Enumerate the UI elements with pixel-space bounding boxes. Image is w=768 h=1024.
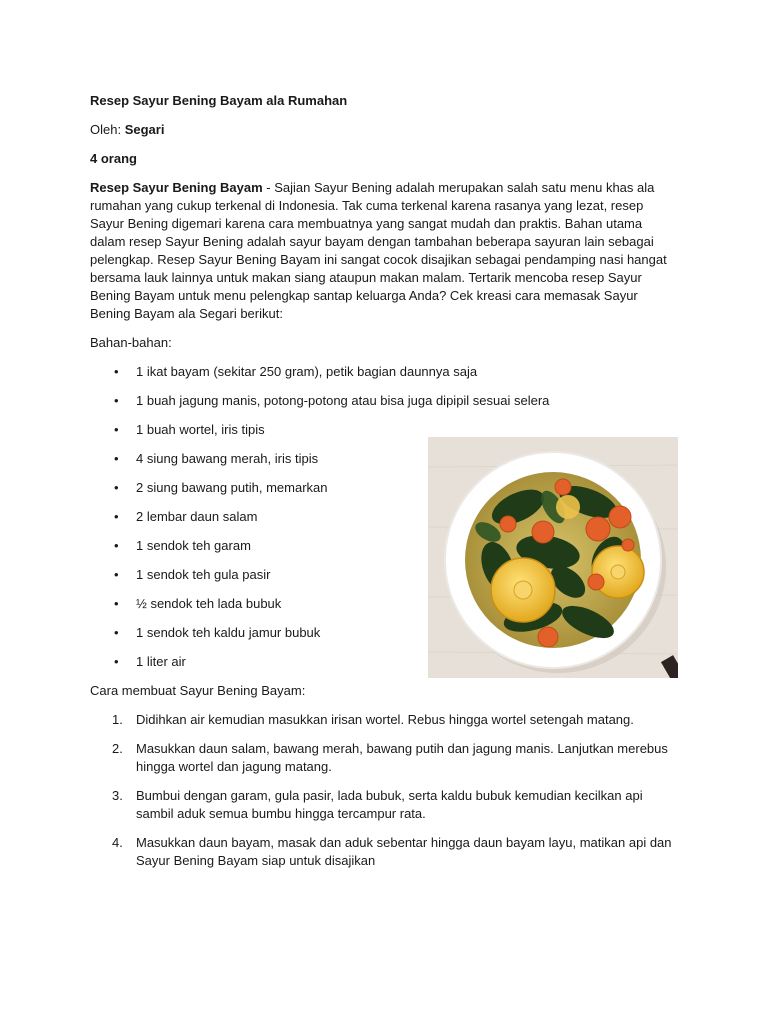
list-item	[90, 787, 680, 823]
bullet-icon: •	[114, 509, 119, 524]
bullet-icon: •	[114, 451, 119, 466]
steps-list	[90, 711, 680, 870]
soup-photo	[428, 437, 678, 678]
bullet-icon: •	[114, 596, 119, 611]
ingredient-text: 1 buah wortel, iris tipis	[136, 422, 265, 437]
intro-text: - Sajian Sayur Bening adalah merupakan salah satu menu khas ala rumahan yang cukup terkenal di Indonesia. Tak cuma terkenal karena rasanya yang lezat, resep Sayur Bening digemari karena cara membuatnya yang sangat mudah dan praktis. Bahan utama dalam resep Sayur Bening adalah sayur bayam dengan tambahan beberapa sayuran lain sebagai pelengkap. Resep Sayur Bening Bayam ini sangat cocok disajikan sebagai pendamping nasi hangat bersama lauk lainnya untuk makan siang ataupun makan malam. Tertarik mencoba resep Sayur Bening Bayam untuk menu pelengkap santap keluarga Anda? Cek kreasi cara memasak Sayur Bening Bayam ala Segari berikut:	[90, 180, 667, 321]
step-number: 3.	[112, 788, 123, 803]
ingredient-text: 1 liter air	[136, 654, 186, 669]
ingredients-heading: Bahan-bahan:	[90, 335, 172, 350]
ingredient-text: 1 sendok teh gula pasir	[136, 567, 271, 582]
ingredient-text: 4 siung bawang merah, iris tipis	[136, 451, 319, 466]
step-number: 4.	[112, 835, 123, 850]
steps-heading: Cara membuat Sayur Bening Bayam:	[90, 683, 306, 698]
author-line	[90, 121, 680, 139]
step-number: 1.	[112, 712, 123, 727]
bullet-icon: •	[114, 364, 119, 379]
step-text: Masukkan daun salam, bawang merah, bawang putih dan jagung manis. Lanjutkan merebus hingga wortel dan jagung matang.	[136, 741, 668, 774]
author-label: Oleh:	[90, 122, 125, 137]
step-text: Bumbui dengan garam, gula pasir, lada bubuk, serta kaldu bubuk kemudian kecilkan api sambil aduk semua bumbu hingga tercampur rata.	[136, 788, 643, 821]
recipe-title: Resep Sayur Bening Bayam ala Rumahan	[90, 93, 348, 108]
list-item	[90, 392, 680, 410]
ingredient-text: 2 siung bawang putih, memarkan	[136, 480, 328, 495]
list-item	[90, 740, 680, 776]
list-item	[90, 711, 680, 729]
ingredient-text: 1 buah jagung manis, potong-potong atau bisa juga dipipil sesuai selera	[136, 393, 550, 408]
ingredient-text: 1 sendok teh garam	[136, 538, 251, 553]
intro-paragraph	[90, 179, 680, 323]
ingredient-text: 1 sendok teh kaldu jamur bubuk	[136, 625, 321, 640]
ingredient-text: 1 ikat bayam (sekitar 250 gram), petik bagian daunnya saja	[136, 364, 478, 379]
list-item	[90, 834, 680, 870]
bullet-icon: •	[114, 625, 119, 640]
servings: 4 orang	[90, 151, 137, 166]
author-name: Segari	[124, 122, 165, 137]
list-item	[90, 363, 680, 381]
bullet-icon: •	[114, 654, 119, 669]
ingredient-text: ½ sendok teh lada bubuk	[136, 596, 282, 611]
step-number: 2.	[112, 741, 123, 756]
soup-bowl-illustration	[428, 437, 678, 678]
step-text: Masukkan daun bayam, masak dan aduk sebentar hingga daun bayam layu, matikan api dan Sayur Bening Bayam siap untuk disajikan	[136, 835, 672, 868]
bullet-icon: •	[114, 538, 119, 553]
bullet-icon: •	[114, 480, 119, 495]
bullet-icon: •	[114, 422, 119, 437]
step-text: Didihkan air kemudian masukkan irisan wortel. Rebus hingga wortel setengah matang.	[136, 712, 634, 727]
ingredient-text: 2 lembar daun salam	[136, 509, 258, 524]
bullet-icon: •	[114, 393, 119, 408]
intro-lead: Resep Sayur Bening Bayam	[90, 180, 263, 195]
bullet-icon: •	[114, 567, 119, 582]
